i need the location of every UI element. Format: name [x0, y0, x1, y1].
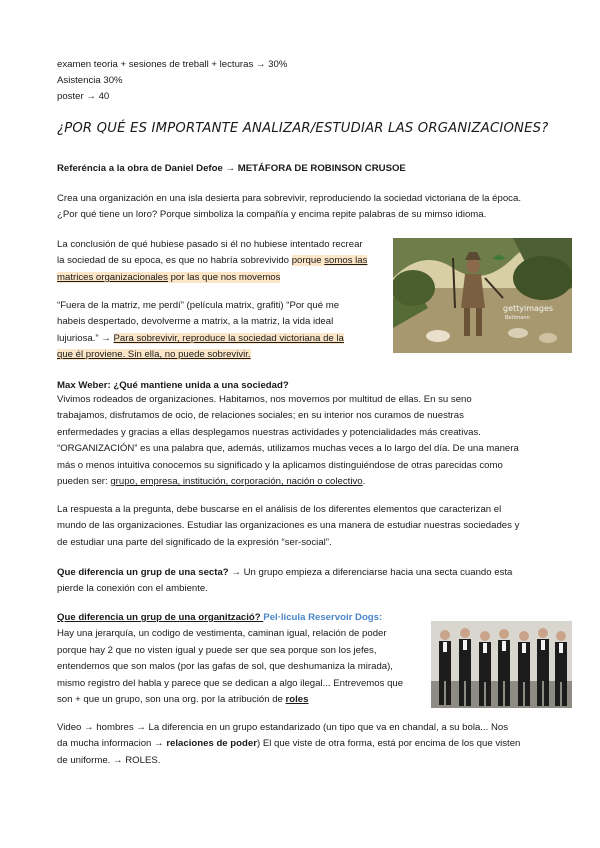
weber-line: enfermedades y gracias a ellas desplegamos nuestras actividades y potencialidades más creativas. — [57, 426, 481, 438]
weber-line — [57, 475, 545, 488]
image-watermark: gettyimages — [503, 304, 554, 313]
video-line: Video → hombres → La diferencia en un grupo estandarizado (un tipo que va en chandal, a su bola... Nos — [57, 722, 509, 733]
answer-line: mundo de las organizaciones. Estudiar las organizaciones es una manera de estudiar nuestras sociedades y — [57, 520, 520, 532]
defoe-intro-line: ¿Por qué tiene un loro? Porque simboliza la compañía y encima repite palabras de su mimso idioma. — [57, 209, 487, 221]
org-line: porque hay 2 que no visten igual y puede ser que sea porque son los jefes, — [57, 644, 377, 656]
secta-line: pierde la conexión con el ambiente. — [57, 583, 208, 595]
defoe-intro — [57, 192, 545, 222]
defoe-reference-bold: METÁFORA DE ROBINSON CRUSOE — [237, 163, 406, 174]
conclusion-highlight-underlined: somos las — [324, 255, 368, 267]
film-title: Pel·lícula Reservoir Dogs: — [263, 612, 383, 623]
video-line — [57, 737, 545, 750]
weber-text: pueden ser: — [57, 476, 111, 488]
matrix-highlight: Para sobrevivir, reproduce la sociedad victoriana de la — [113, 332, 344, 344]
defoe-conclusion — [57, 238, 385, 284]
reservoir-dogs-illustration — [431, 621, 572, 708]
matrix-quote — [57, 299, 385, 362]
reservoir-dogs-image — [431, 621, 572, 708]
matrix-highlight: que él proviene. Sin ella, no puede sobrevivir. — [57, 349, 251, 361]
roles-term: roles — [285, 694, 309, 706]
org-line: entendemos que son malos (por las gafas de sol, que deshumaniza la mirada), — [57, 661, 393, 673]
org-question — [57, 611, 427, 706]
weber-heading: Max Weber: ¿Qué mantiene unida a una sociedad? — [57, 380, 289, 391]
conclusion-highlight: por las que nos movemos — [167, 271, 281, 283]
secta-line — [57, 566, 545, 579]
matrix-line — [57, 348, 385, 361]
matrices-organizacionales: matrices organizacionales — [57, 271, 168, 283]
conclusion-highlight: porque — [291, 255, 325, 267]
secta-question-text: Que diferencia un grup de una secta? — [57, 567, 229, 578]
matrix-text: lujuriosa.” → — [57, 332, 114, 344]
conclusion-line: La conclusión de qué hubiese pasado si él no hubiese intentado recrear — [57, 239, 363, 250]
weber-line: trabajamos, disfrutamos de ocio, de relaciones sociales; en su interior nos curamos de nuestras — [57, 410, 464, 422]
page-title: ¿POR QUÉ ES IMPORTANTE ANALIZAR/ESTUDIAR LAS ORGANIZACIONES? — [57, 121, 549, 136]
weber-answer — [57, 503, 545, 549]
weber-line: Vivimos rodeados de organizaciones. Habitamos, nos movemos por multitud de ellas. En su seno — [57, 394, 472, 405]
weber-text: . — [362, 476, 366, 488]
answer-line: La respuesta a la pregunta, debe buscarse en el análisis de los diferentes elementos que caracterizan el — [57, 504, 502, 515]
video-line: de uniforme. → ROLES. — [57, 754, 161, 766]
defoe-intro-line: Crea una organización en una isla desierta para sobrevivir, reproduciendo la sociedad victoriana de la época. — [57, 193, 521, 204]
conclusion-line — [57, 254, 385, 267]
defoe-reference-text: Referéncia a la obra de Daniel Defoe → — [57, 163, 238, 174]
org-question-text: Que diferencia un grup de una organització? — [57, 612, 264, 623]
org-text: son + que un grupo, son una org. por la atribución de — [57, 694, 286, 706]
conclusion-line — [57, 271, 385, 284]
secta-answer-text: → Un grupo empieza a diferenciarse hacia una secta cuando esta — [228, 567, 513, 578]
matrix-line: “Fuera de la matriz, me perdí” (película matrix, grafiti) “Por qué me — [57, 300, 340, 311]
org-line — [57, 611, 427, 624]
organization-types: grupo, empresa, institución, corporación, nación o colectivo — [110, 476, 363, 488]
crusoe-illustration — [393, 238, 572, 353]
robinson-crusoe-image — [393, 238, 572, 353]
video-paragraph — [57, 721, 545, 767]
video-text: da mucha informacion → — [57, 738, 167, 750]
weber-line: “ORGANIZACIÓN” es una palabra que, además, utilizamos muchas veces a lo largo del día. De una manera — [57, 443, 519, 455]
org-line: Hay una jerarquía, un codigo de vestimenta, caminan igual, relación de poder — [57, 628, 387, 640]
answer-line: de estudiar una parte del significado de la expresión “ser-social”. — [57, 536, 332, 548]
conclusion-text: la sociedad de su epoca, es que no habría sobrevivido — [57, 255, 292, 267]
org-line: mismo registro del habla y parece que se dedican a algo ilegal... Entrevemos que — [57, 677, 404, 689]
org-line — [57, 693, 427, 706]
power-relations: relaciones de poder — [166, 738, 257, 750]
grading-line-3: poster → 40 — [57, 91, 110, 102]
grading-line-1: examen teoria + sesiones de treball + lecturas → 30% — [57, 59, 288, 70]
video-text: ) El que viste de otra forma, está por encima de los que visten — [256, 738, 521, 750]
weber-line: más o menos intuitiva conocemos su significado y la aplicamos distinguiéndose de otras parecidas como — [57, 459, 503, 471]
defoe-reference — [57, 162, 406, 175]
matrix-line: habeis despertado, devolverme a matrix, a la matriz, la vida ideal — [57, 316, 334, 328]
secta-question — [57, 566, 545, 596]
matrix-line — [57, 332, 385, 345]
weber-paragraph — [57, 393, 545, 488]
image-credit: Bettmann — [505, 315, 530, 321]
grading-line-2: Asistencia 30% — [57, 75, 123, 86]
